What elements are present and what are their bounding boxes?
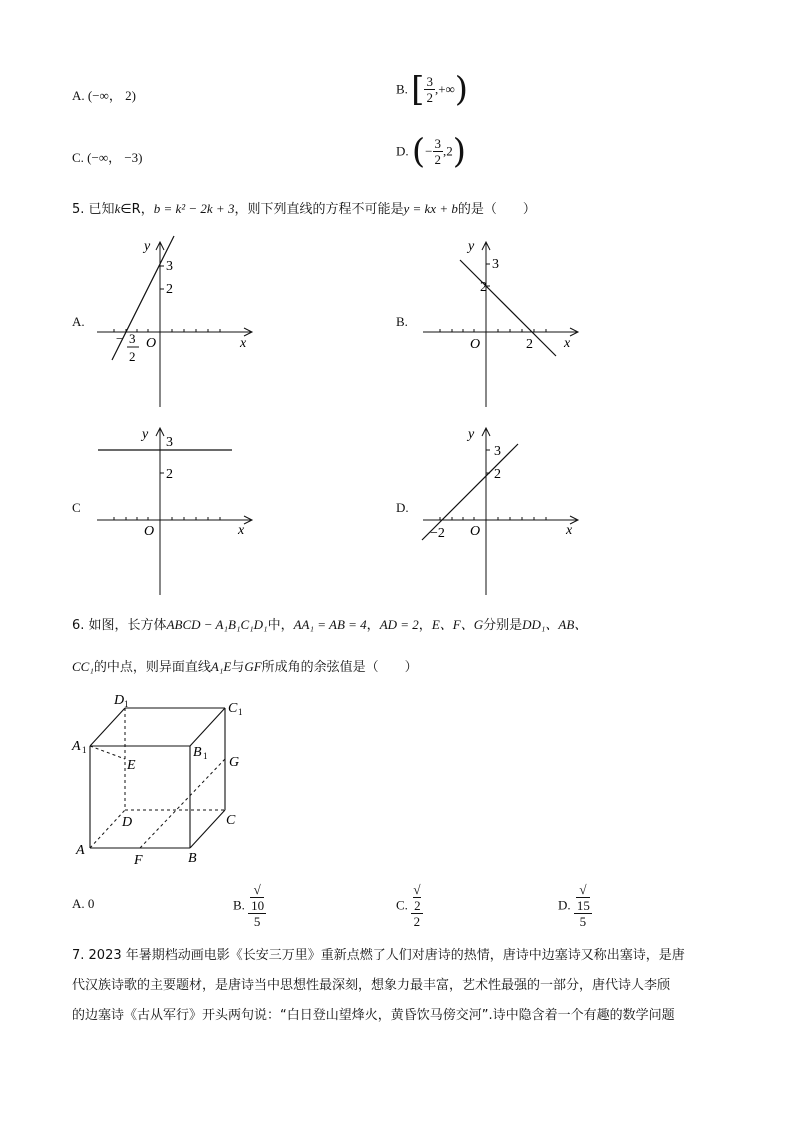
point-e: E <box>127 758 136 773</box>
q5-graph-c <box>92 420 262 600</box>
vertex-d1: D <box>114 693 125 708</box>
axis-x-label: x <box>564 336 571 351</box>
axis-x-label: x <box>240 336 247 351</box>
svg-text:1: 1 <box>82 745 87 755</box>
axis-y-label: y <box>468 239 475 254</box>
tick-label-2: 2 <box>166 282 173 297</box>
q4-option-a: A. (−∞， 2) <box>72 88 136 103</box>
origin-label: O <box>470 524 481 539</box>
tick-label-2: 2 <box>166 467 173 482</box>
vertex-d: D <box>122 815 133 830</box>
q4-option-d: D. (− $\frac{3}{2}$ ,2) <box>396 131 467 172</box>
svg-text:1: 1 <box>203 751 208 761</box>
tick-frac-num: 3 <box>129 331 136 346</box>
tick-label-x2: 2 <box>526 337 533 352</box>
q6-stem-line2: CC₁的中点，则异面直线A₁E与GF所成角的余弦值是（ ） <box>72 659 418 675</box>
tick-label-2: 2 <box>494 467 501 482</box>
q7-line2: 代汉族诗歌的主要题材，是唐诗当中思想性最深刻，想象力最丰富，艺术性最强的一部分，唐代诗人李颀 <box>72 978 671 993</box>
vertex-b1: B <box>193 745 202 760</box>
q6-stem-line1: 6. 如图，长方体ABCD − A₁B₁C₁D₁中，AA₁ = AB = 4，AD = 2，E、F、G分别是DD₁、AB、 <box>72 617 588 633</box>
q5-graph-a <box>92 230 262 410</box>
q6-option-a: A. 0 <box>72 896 95 911</box>
axis-x-label: x <box>566 523 573 538</box>
q5-graph-d <box>418 420 588 600</box>
q5-graph-b-label: B. <box>396 314 408 329</box>
tick-label-3: 3 <box>492 257 499 272</box>
axis-y-label: y <box>144 239 151 254</box>
vertex-c: C <box>226 813 236 828</box>
vertex-c1: C <box>228 701 238 716</box>
q4-option-b: B. [ $\frac{3}{2}$ ,+∞) <box>396 69 469 110</box>
vertex-a: A <box>76 843 85 858</box>
q4-option-c: C. (−∞， −3) <box>72 150 143 165</box>
tick-label-3: 3 <box>166 435 173 450</box>
vertex-b: B <box>188 851 197 866</box>
q5-stem: 5. 已知k∈R，b = k² − 2k + 3，则下列直线的方程不可能是y = kx + b的是（ ） <box>72 201 536 217</box>
q5-graph-b <box>418 232 588 412</box>
q5-graph-a-label: A. <box>72 314 85 329</box>
q6-option-d: D. √ 15 5 <box>558 882 590 929</box>
tick-label-3: 3 <box>166 259 173 274</box>
axis-y-label: y <box>468 427 475 442</box>
point-g: G <box>229 755 240 770</box>
axis-y-label: y <box>142 427 149 442</box>
q5-graph-d-label: D. <box>396 500 409 515</box>
origin-label: O <box>144 524 155 539</box>
vertex-a1: A <box>72 739 81 754</box>
q6-option-b: B. √ 10 5 <box>233 882 265 929</box>
tick-label-minus: − <box>116 331 124 346</box>
origin-label: O <box>470 337 481 352</box>
tick-label-2: 2 <box>480 280 487 295</box>
origin-label: O <box>146 336 157 351</box>
q7-line1: 7. 2023 年暑期档动画电影《长安三万里》重新点燃了人们对唐诗的热情，唐诗中边塞诗又称出塞诗，是唐 <box>72 948 685 963</box>
svg-text:1: 1 <box>238 707 243 717</box>
axis-x-label: x <box>238 523 245 538</box>
svg-text:1: 1 <box>124 699 129 709</box>
q6-option-c: C. √ 2 2 <box>396 882 421 929</box>
tick-label-3: 3 <box>494 444 501 459</box>
q7-line3: 的边塞诗《古从军行》开头两句说：“白日登山望烽火，黄昏饮马傍交河”.诗中隐含着一个有趣的数学问题 <box>72 1008 675 1023</box>
q5-graph-c-label: C <box>72 500 81 515</box>
point-f: F <box>134 853 143 868</box>
tick-frac-den: 2 <box>129 349 136 364</box>
q6-cuboid-figure <box>70 688 260 868</box>
tick-label-xm2: −2 <box>430 526 445 541</box>
